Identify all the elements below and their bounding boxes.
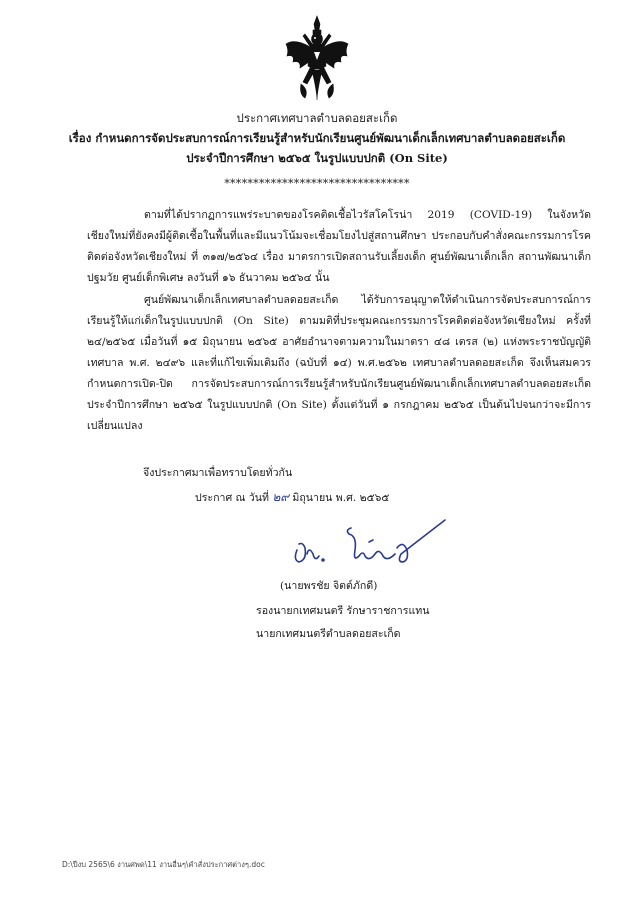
handwritten-signature [285,510,455,580]
announce-line: จึงประกาศมาเพื่อทราบโดยทั่วกัน [143,467,293,479]
body-paragraph-2: ศูนย์พัฒนาเด็กเล็กเทศบาลตำบลดอยสะเก็ด ได้รับการอนุญาตให้ดำเนินการจัดประสบการณ์การเรียนรู้ให้แก่เด็กในรูปแบบปกติ (On Site) ตามมติที่ประชุมคณะกรรมการโรคติดต่อจังหวัดเชียงใหม่ ครั้งที่ ๒๔/๒๕๖๕ เมื่อวันที่ ๑๕ มิถุนายน ๒๕๖๕ อาศัยอำนาจตามความในมาตรา ๔๘ เตรส (๒) แห่งพระราชบัญญัติเทศบาล พ.ศ. ๒๔๙๖ และที่แก้ไขเพิ่มเติมถึง (ฉบับที่ ๑๔) พ.ศ.๒๕๖๒ เทศบาลตำบลดอยสะเก็ด จึงเห็นสมควรกำหนดการเปิด-ปิด การจัดประสบการณ์การเรียนรู้สำหรับนักเรียนศูนย์พัฒนาเด็กเล็กเทศบาลตำบลดอยสะเก็ด ประจำปีการศึกษา ๒๕๖๕ ในรูปแบบปกติ (On Site) ตั้งแต่วันที่ ๑ กรกฎาคม ๒๕๖๕ เป็นต้นไปจนกว่าจะมีการเปลี่ยนแปลง [87,294,591,432]
body-paragraph-1: ตามที่ได้ปรากฏการแพร่ระบาดของโรคติดเชื้อไวรัสโคโรน่า 2019 (COVID-19) ในจังหวัดเชียงใหม่ที่ยังคงมีผู้ติดเชื้อในพื้นที่และมีแนวโน้มจะเชื่อมโยงไปสู่สถานศึกษา ประกอบกับคำสั่งคณะกรรมการโรคติดต่อจังหวัดเชียงใหม่ ที่ ๓๑๗/๒๕๖๔ เรื่อง มาตรการเปิดสถานรับเลี้ยงเด็ก ศูนย์พัฒนาเด็กเล็ก สถานพัฒนาเด็กปฐมวัย ศูนย์เด็กพิเศษ ลงวันที่ ๑๖ ธันวาคม ๒๕๖๔ นั้น [87,209,591,284]
announcement-date [195,488,389,507]
footer-file-path: D:\ปีงบ 2565\6 งานศพด\11 งานอื่นๆ\คำสั่งประกาศต่างๆ.doc [62,860,265,869]
date-suffix: มิถุนายน พ.ศ. ๒๕๖๕ [292,492,390,504]
date-prefix: ประกาศ ณ วันที่ [195,492,269,504]
announcement-subject: เรื่อง กำหนดการจัดประสบการณ์การเรียนรู้สำหรับนักเรียนศูนย์พัฒนาเด็กเล็กเทศบาลตำบลดอยสะเก็ด [68,131,566,145]
signatory-position-1: รองนายกเทศมนตรี รักษาราชการแทน [256,605,430,617]
date-day-handwritten: ๒๙ [272,490,290,504]
announcement-academic-year: ประจำปีการศึกษา ๒๕๖๕ ในรูปแบบปกติ (On Site) [186,151,448,165]
signatory-position-2: นายกเทศมนตรีตำบลดอยสะเก็ด [256,628,401,640]
signatory-name: (นายพรชัย จิตต์ภักดี) [280,580,378,592]
announcement-issuer: ประกาศเทศบาลตำบลดอยสะเก็ด [236,111,398,125]
star-divider: ******************************** [224,177,410,190]
garuda-emblem-icon [283,14,351,104]
